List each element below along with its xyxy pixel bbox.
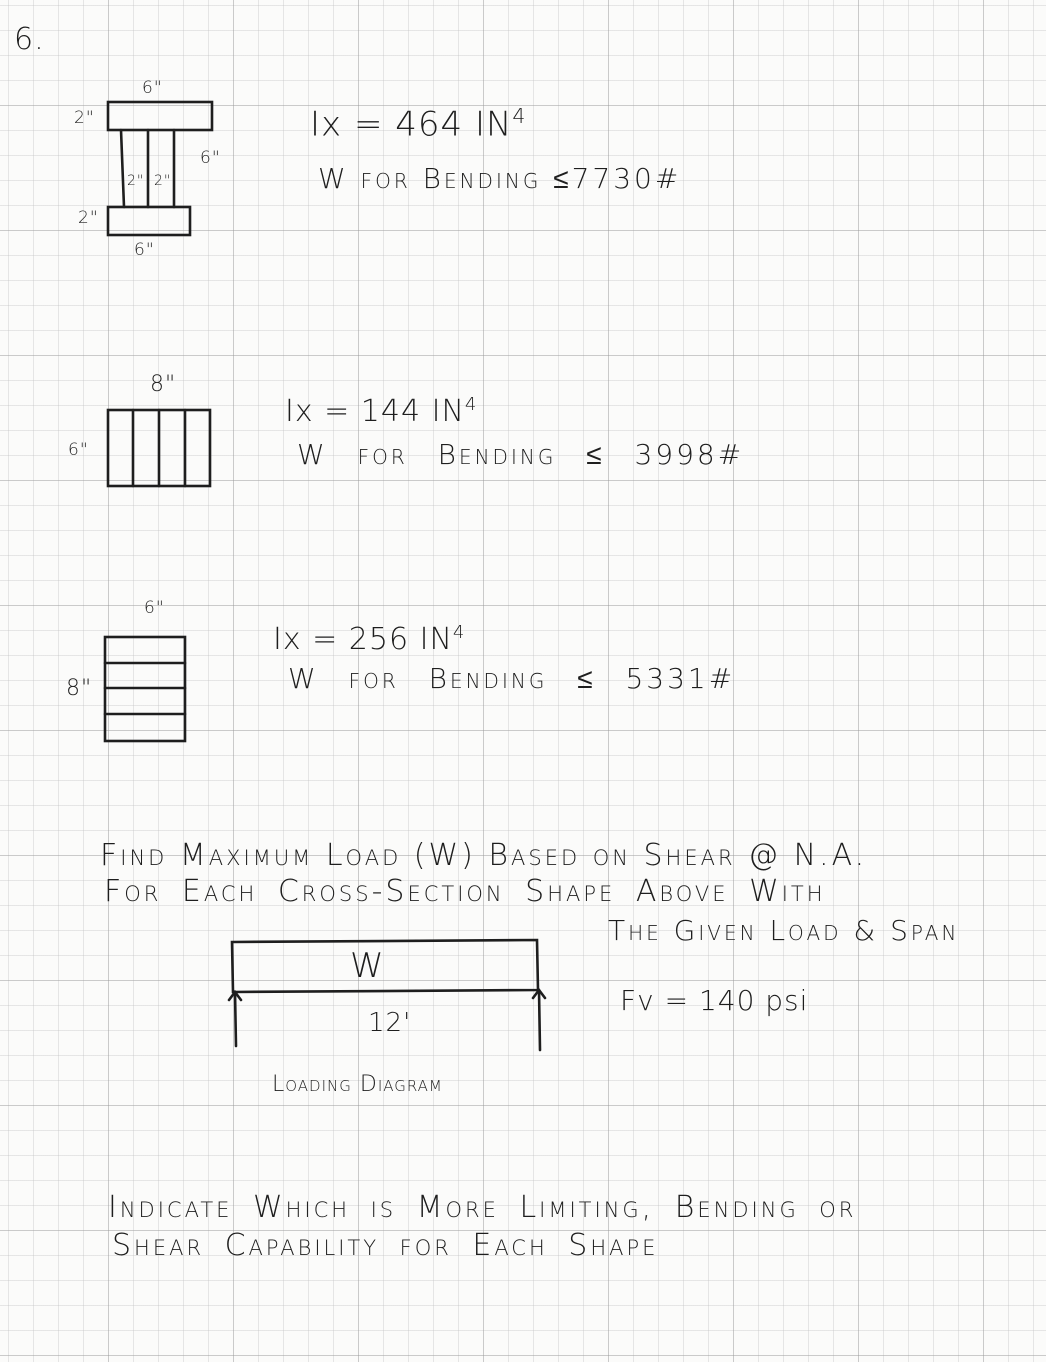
problem-number: 6.	[14, 22, 45, 57]
ix-value-3	[273, 622, 465, 657]
dim-web-1: 2"	[127, 173, 145, 189]
dim-top-width: 6"	[142, 78, 163, 98]
ix-exponent: 4	[452, 622, 466, 643]
span-label: 12'	[368, 1008, 412, 1038]
dim-web-height: 6"	[200, 148, 221, 168]
bending-capacity-3: W for Bending ≤ 5331#	[288, 662, 736, 695]
i-beam-section	[108, 102, 212, 235]
dim-height: 8"	[66, 676, 93, 701]
ix-label: Ix = 464 IN	[310, 104, 513, 145]
vertical-boards-section	[108, 410, 210, 486]
instruction-line-3: The Given Load & Span	[608, 914, 960, 947]
ix-label: Ix = 256 IN	[273, 622, 453, 657]
loading-diagram-caption: Loading Diagram	[272, 1072, 443, 1097]
dim-bottom-flange: 2"	[78, 208, 99, 228]
horizontal-boards-section	[105, 637, 185, 741]
dim-width: 6"	[144, 598, 165, 618]
question-line-2: Shear Capability for Each Shape	[112, 1228, 659, 1263]
ix-exponent: 4	[464, 394, 478, 415]
bending-capacity-1: W for Bending ≤7730#	[318, 162, 682, 195]
bending-capacity-2: W for Bending ≤ 3998#	[297, 438, 745, 471]
question-line-1: Indicate Which is More Limiting, Bending or	[108, 1190, 857, 1225]
dim-width: 8"	[150, 372, 177, 397]
ix-value-1	[310, 104, 526, 144]
dim-bottom-width: 6"	[134, 240, 155, 260]
allowable-shear-stress: Fv = 140 psi	[620, 984, 809, 1017]
dim-top-flange: 2"	[74, 108, 95, 128]
load-label: W	[350, 946, 385, 986]
ix-exponent: 4	[512, 104, 527, 128]
ix-label: Ix = 144 IN	[285, 394, 465, 429]
instruction-line-1: Find Maximum Load (W) Based on Shear @ N.A.	[100, 838, 868, 873]
dim-height: 6"	[68, 440, 89, 460]
dim-web-2: 2"	[154, 173, 172, 189]
instruction-line-2: For Each Cross-Section Shape Above With	[104, 874, 826, 909]
ix-value-2	[285, 394, 477, 429]
